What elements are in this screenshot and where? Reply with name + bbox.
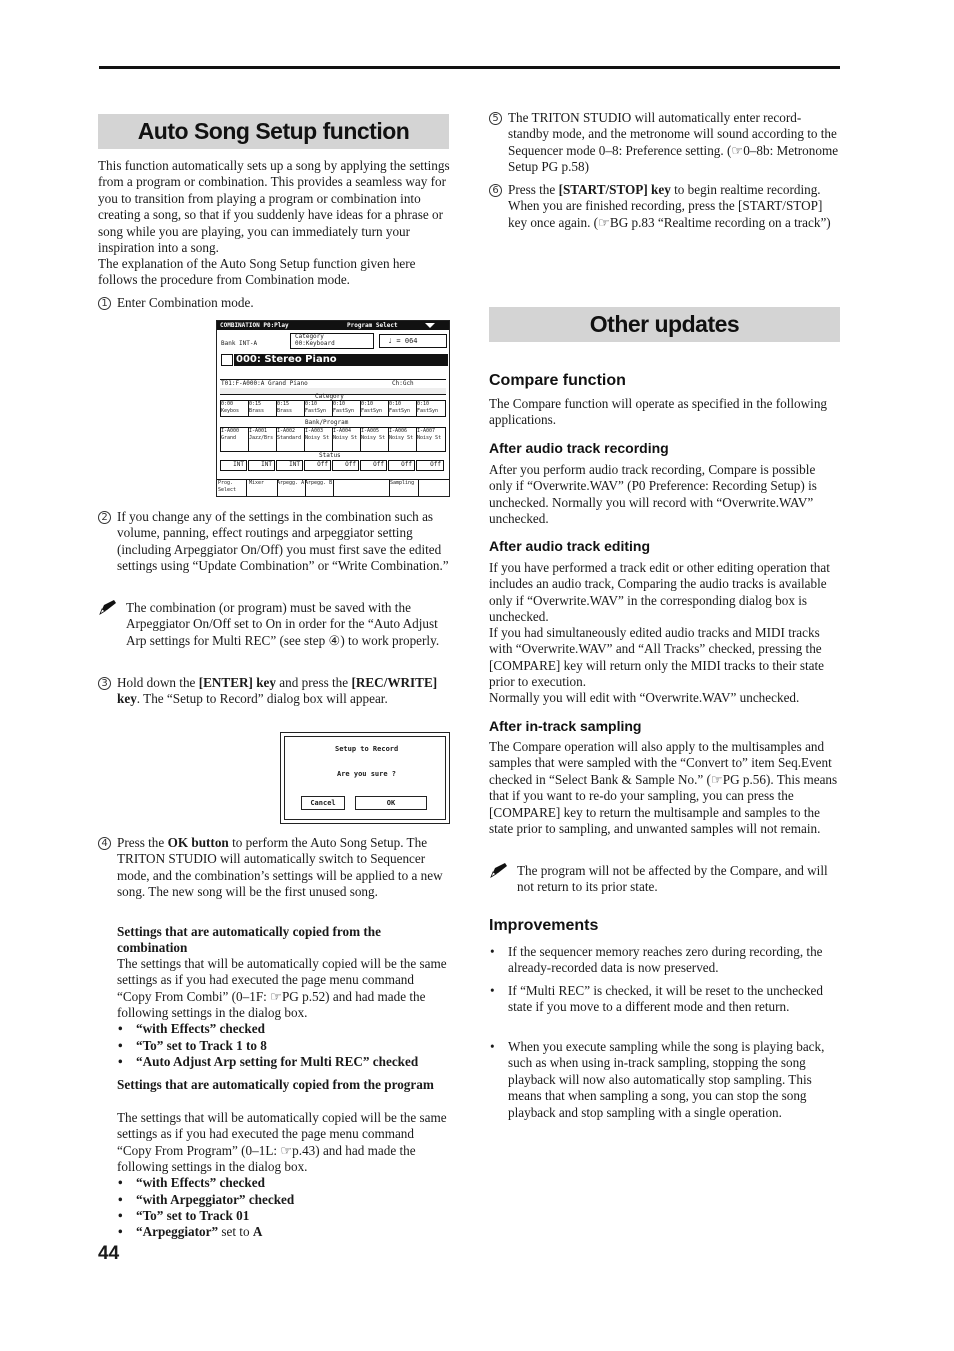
bullet-dot: •	[118, 1175, 123, 1190]
program-bullet	[118, 1192, 450, 1208]
ok-button[interactable]: OK	[355, 796, 427, 810]
note-pencil-icon	[98, 599, 118, 615]
step-1-text: Enter Combination mode.	[117, 295, 254, 310]
bullet-text: “with Effects” checked	[136, 1021, 265, 1036]
audio-editing-heading: After audio track editing	[489, 538, 651, 554]
combi-settings-heading: Settings that are automatically copied from the combination	[117, 924, 381, 956]
combi-select-icon	[221, 354, 233, 366]
step-4-part: to perform the Auto Song Setup. The TRITON STUDIO will automatically switch to Sequencer mode, and the combination’s settings will be applied to a new song. The new song will be the first unused song.	[117, 835, 443, 900]
combi-bullet	[118, 1054, 450, 1070]
program-cell: I-A006 Noisy St	[388, 427, 417, 452]
bullet-dot: •	[118, 1054, 123, 1069]
step-2-text: If you change any of the settings in the combination such as volume, panning, effect routings and arpeggiator setting (including Arpeggiator On/Off) you must first save the edited settings using “Update Combination” or “Write Combination.”	[117, 509, 449, 574]
program-cell: I-A001 Jazz/Brs	[248, 427, 277, 452]
step-4-text	[117, 835, 449, 901]
cancel-button[interactable]: Cancel	[301, 796, 345, 810]
compare-function-text: The Compare function will operate as specified in the following applications.	[489, 396, 828, 428]
step-3-part: Hold down the	[117, 675, 199, 690]
program-cell: I-A000 Grand	[220, 427, 249, 452]
intro-paragraph-2: The explanation of the Auto Song Setup function given here follows the procedure from Combination mode.	[98, 256, 416, 288]
section-category-label: Category	[315, 393, 344, 400]
bullet-dot: •	[118, 1038, 123, 1053]
program-row	[220, 427, 446, 451]
bullet-dot: •	[118, 1192, 123, 1207]
tab-arpegg-a: Arpegg. A	[277, 480, 306, 496]
status-cell: Off	[332, 460, 359, 471]
tab-sampling: Sampling	[389, 480, 419, 496]
combi-bullet	[118, 1038, 450, 1054]
bullet-dot: •	[118, 1224, 123, 1239]
improvement-bullet	[490, 944, 840, 977]
lcd-header-left: COMBINATION P0:Play	[220, 322, 289, 329]
status-cell: Off	[360, 460, 387, 471]
ok-button-label: OK button	[167, 835, 229, 850]
tempo-box	[379, 334, 447, 348]
section-title-auto-song-setup: Auto Song Setup function	[98, 114, 449, 149]
tab-arpegg-b: Arpegg. B	[305, 480, 334, 496]
bullet-dot: •	[118, 1021, 123, 1036]
dropdown-arrow-icon	[425, 323, 435, 328]
bullet-dot: •	[490, 1039, 495, 1054]
section-status-label: Status	[319, 452, 341, 459]
step-marker-2: 2	[98, 511, 111, 524]
page-number: 44	[98, 1243, 120, 1264]
category-cell: 0:00 Keybos	[220, 400, 249, 417]
step-3-part: . The “Setup to Record” dialog box will appear.	[136, 691, 388, 707]
program-cell: I-A002 Standard	[276, 427, 305, 452]
tempo-value: ♩ = 064	[388, 337, 418, 345]
lcd-header	[217, 321, 449, 330]
combi-settings-text: The settings that will be automatically copied will be the same settings as if you had executed the page menu command “Copy From Combi” (0–1F: ☞PG p.52) and had made the following settings in the dialog box.	[117, 956, 447, 1021]
bank-label: Bank INT-A	[221, 340, 258, 347]
tab-prog-select: Prog. Select	[218, 480, 247, 496]
category-cell: 0:10 FastSyn	[388, 400, 417, 417]
rec-write-key-label: [REC/WRITE] key	[117, 675, 438, 707]
section-title-other-updates: Other updates	[489, 307, 840, 342]
status-row	[220, 460, 446, 472]
category-row	[220, 400, 446, 416]
bullet-text: If “Multi REC” is checked, it will be reset to the unchecked state if you move to a different mode and then return.	[508, 983, 823, 1015]
timbre-name: T01:F-A000:A Grand Piano	[221, 380, 308, 387]
step-marker-3: 3	[98, 677, 111, 690]
section-bank-program-label: Bank/Program	[305, 419, 349, 426]
category-cell: 0:10 FastSyn	[360, 400, 389, 417]
setup-to-record-dialog	[280, 732, 450, 824]
category-tab-label: Category	[295, 333, 324, 340]
channel-label: Ch:Gch	[392, 380, 414, 387]
note-1-text: The combination (or program) must be saved with the Arpeggiator On/Off set to On in order for the “Auto Adjust Arp settings for Multi REC” (see step ④) to work properly.	[126, 600, 440, 648]
program-cell: I-A007 Noisy St	[416, 427, 446, 452]
bullet-text: When you execute sampling while the song is playing back, such as when using in-track sampling, stopping the song playback will now also automatically stop sampling. This means that when sampling a song, you can stop the song playback and stop sampling with a single operation.	[508, 1039, 825, 1120]
status-cell: INT	[248, 460, 275, 471]
audio-recording-heading: After audio track recording	[489, 440, 669, 456]
step-3-text	[117, 675, 449, 708]
step-6-part: Press the	[508, 182, 559, 197]
step-marker-1: 1	[98, 297, 111, 310]
step-3-part: and press the	[275, 675, 352, 690]
step-6-part: to begin realtime recording. When you are finished recording, press the [START/STOP] key once again. (☞BG p.83 “Realtime recording on a track”)	[508, 182, 831, 230]
compare-function-heading: Compare function	[489, 372, 626, 389]
program-bullet	[118, 1175, 450, 1191]
in-track-sampling-heading: After in-track sampling	[489, 718, 642, 734]
combination-play-screen	[216, 320, 450, 497]
bullet-text: A	[252, 1224, 263, 1239]
combi-name: 000: Stereo Piano	[234, 354, 448, 366]
note-2-text: The program will not be affected by the Compare, and will not return to its prior state.	[517, 863, 828, 895]
lcd-tab-bar	[217, 479, 449, 497]
combi-bullet	[118, 1021, 450, 1037]
bullet-text: “Arpeggiator”	[136, 1224, 219, 1239]
audio-editing-text-3: Normally you will edit with “Overwrite.WAV” unchecked.	[489, 690, 800, 705]
bullet-text: If the sequencer memory reaches zero during recording, the already-recorded data is now preserved.	[508, 944, 823, 976]
in-track-sampling-text: The Compare operation will also apply to the multisamples and samples that were sampled with the “Convert to” item Seq.Event checked in “Select Bank & Sample No.” (☞PG p.56). This means that if you want to re-do your sampling, you can press the [COMPARE] key to return the multisample and samples to the state prior to sampling, and unwanted samples will not remain.	[489, 739, 838, 837]
start-stop-key-label: [START/STOP] key	[558, 182, 671, 197]
step-marker-5: 5	[489, 112, 502, 125]
status-cell: Off	[416, 460, 444, 471]
audio-editing-text-2: If you had simultaneously edited audio tracks and MIDI tracks with “Overwrite.WAV” and “All Tracks” checked, pressing the [COMPARE] key will return only the MIDI tracks to their state prior to execution.	[489, 625, 825, 690]
step-marker-6: 6	[489, 184, 502, 197]
note-pencil-icon	[489, 862, 509, 878]
bullet-dot: •	[490, 944, 495, 959]
bullet-text: set to	[218, 1224, 253, 1239]
status-cell: INT	[276, 460, 303, 471]
status-cell: INT	[220, 460, 247, 471]
tab-mixer: Mixer	[249, 480, 278, 496]
program-settings-heading: Settings that are automatically copied from the program	[117, 1077, 434, 1092]
bullet-text: “with Effects” checked	[136, 1175, 265, 1190]
category-cell: 0:15 Brass	[248, 400, 277, 417]
program-settings-text: The settings that will be automatically copied will be the same settings as if you had executed the page menu command “Copy From Program” (0–1L: ☞p.43) and had made the following settings in the dialog box.	[117, 1110, 447, 1175]
status-cell: Off	[304, 460, 331, 471]
category-cell: 0:10 FastSyn	[416, 400, 446, 417]
bullet-dot: •	[118, 1208, 123, 1223]
improvements-heading: Improvements	[489, 917, 599, 934]
program-cell: I-A005 Noisy St	[360, 427, 389, 452]
bullet-text: “with Arpeggiator” checked	[136, 1192, 295, 1207]
improvement-bullet	[490, 983, 840, 1016]
audio-editing-text-1: If you have performed a track edit or other editing operation that includes an audio track, Comparing the audio tracks is available only if “Overwrite.WAV” in the corresponding dialog box is unchecked.	[489, 560, 830, 625]
category-value: 00:Keyboard	[295, 340, 335, 347]
program-cell: I-A004 Noisy St	[332, 427, 361, 452]
intro-paragraph: This function automatically sets up a song by applying the settings from a program or combination. This provides a seamless way for you to transition from playing a program or combination into creating a song, so that if you suddenly have ideas for a phrase or song while you are playing, you can immediately turn your inspiration into a song.	[98, 158, 450, 256]
program-bullet	[118, 1224, 450, 1240]
category-cell: 0:10 FastSyn	[304, 400, 333, 417]
dialog-title: Setup to Record	[335, 745, 399, 753]
status-cell: Off	[388, 460, 415, 471]
step-5-text: The TRITON STUDIO will automatically enter record-standby mode, and the metronome will sound according to the Sequencer mode 0–8: Preference setting. (☞0–8b: Metronome Setup PG p.58)	[508, 110, 839, 175]
enter-key-label: [ENTER] key	[198, 675, 276, 690]
program-bullet	[118, 1208, 450, 1224]
bullet-text: “To” set to Track 1 to 8	[136, 1038, 267, 1053]
step-4-part: Press the	[117, 835, 168, 850]
lcd-header-right: Program Select	[347, 322, 398, 329]
dialog-question: Are you sure ?	[337, 770, 397, 778]
bullet-text: “Auto Adjust Arp setting for Multi REC” checked	[136, 1054, 419, 1069]
step-6-text	[508, 182, 840, 231]
bullet-text: “To” set to Track 01	[136, 1208, 250, 1223]
category-cell: 0:10 FastSyn	[332, 400, 361, 417]
top-rule	[99, 66, 840, 69]
audio-recording-text: After you perform audio track recording, Compare is possible only if “Overwrite.WAV” (P0 Preference: Recording Setup) is unchecked. Normally you will record with “Overwrite.WAV” unchecked.	[489, 462, 817, 527]
bullet-dot: •	[490, 983, 495, 998]
improvement-bullet	[490, 1039, 840, 1121]
category-box	[290, 333, 374, 349]
step-marker-4: 4	[98, 837, 111, 850]
category-cell: 0:15 Brass	[276, 400, 305, 417]
program-cell: I-A003 Noisy St	[304, 427, 333, 452]
